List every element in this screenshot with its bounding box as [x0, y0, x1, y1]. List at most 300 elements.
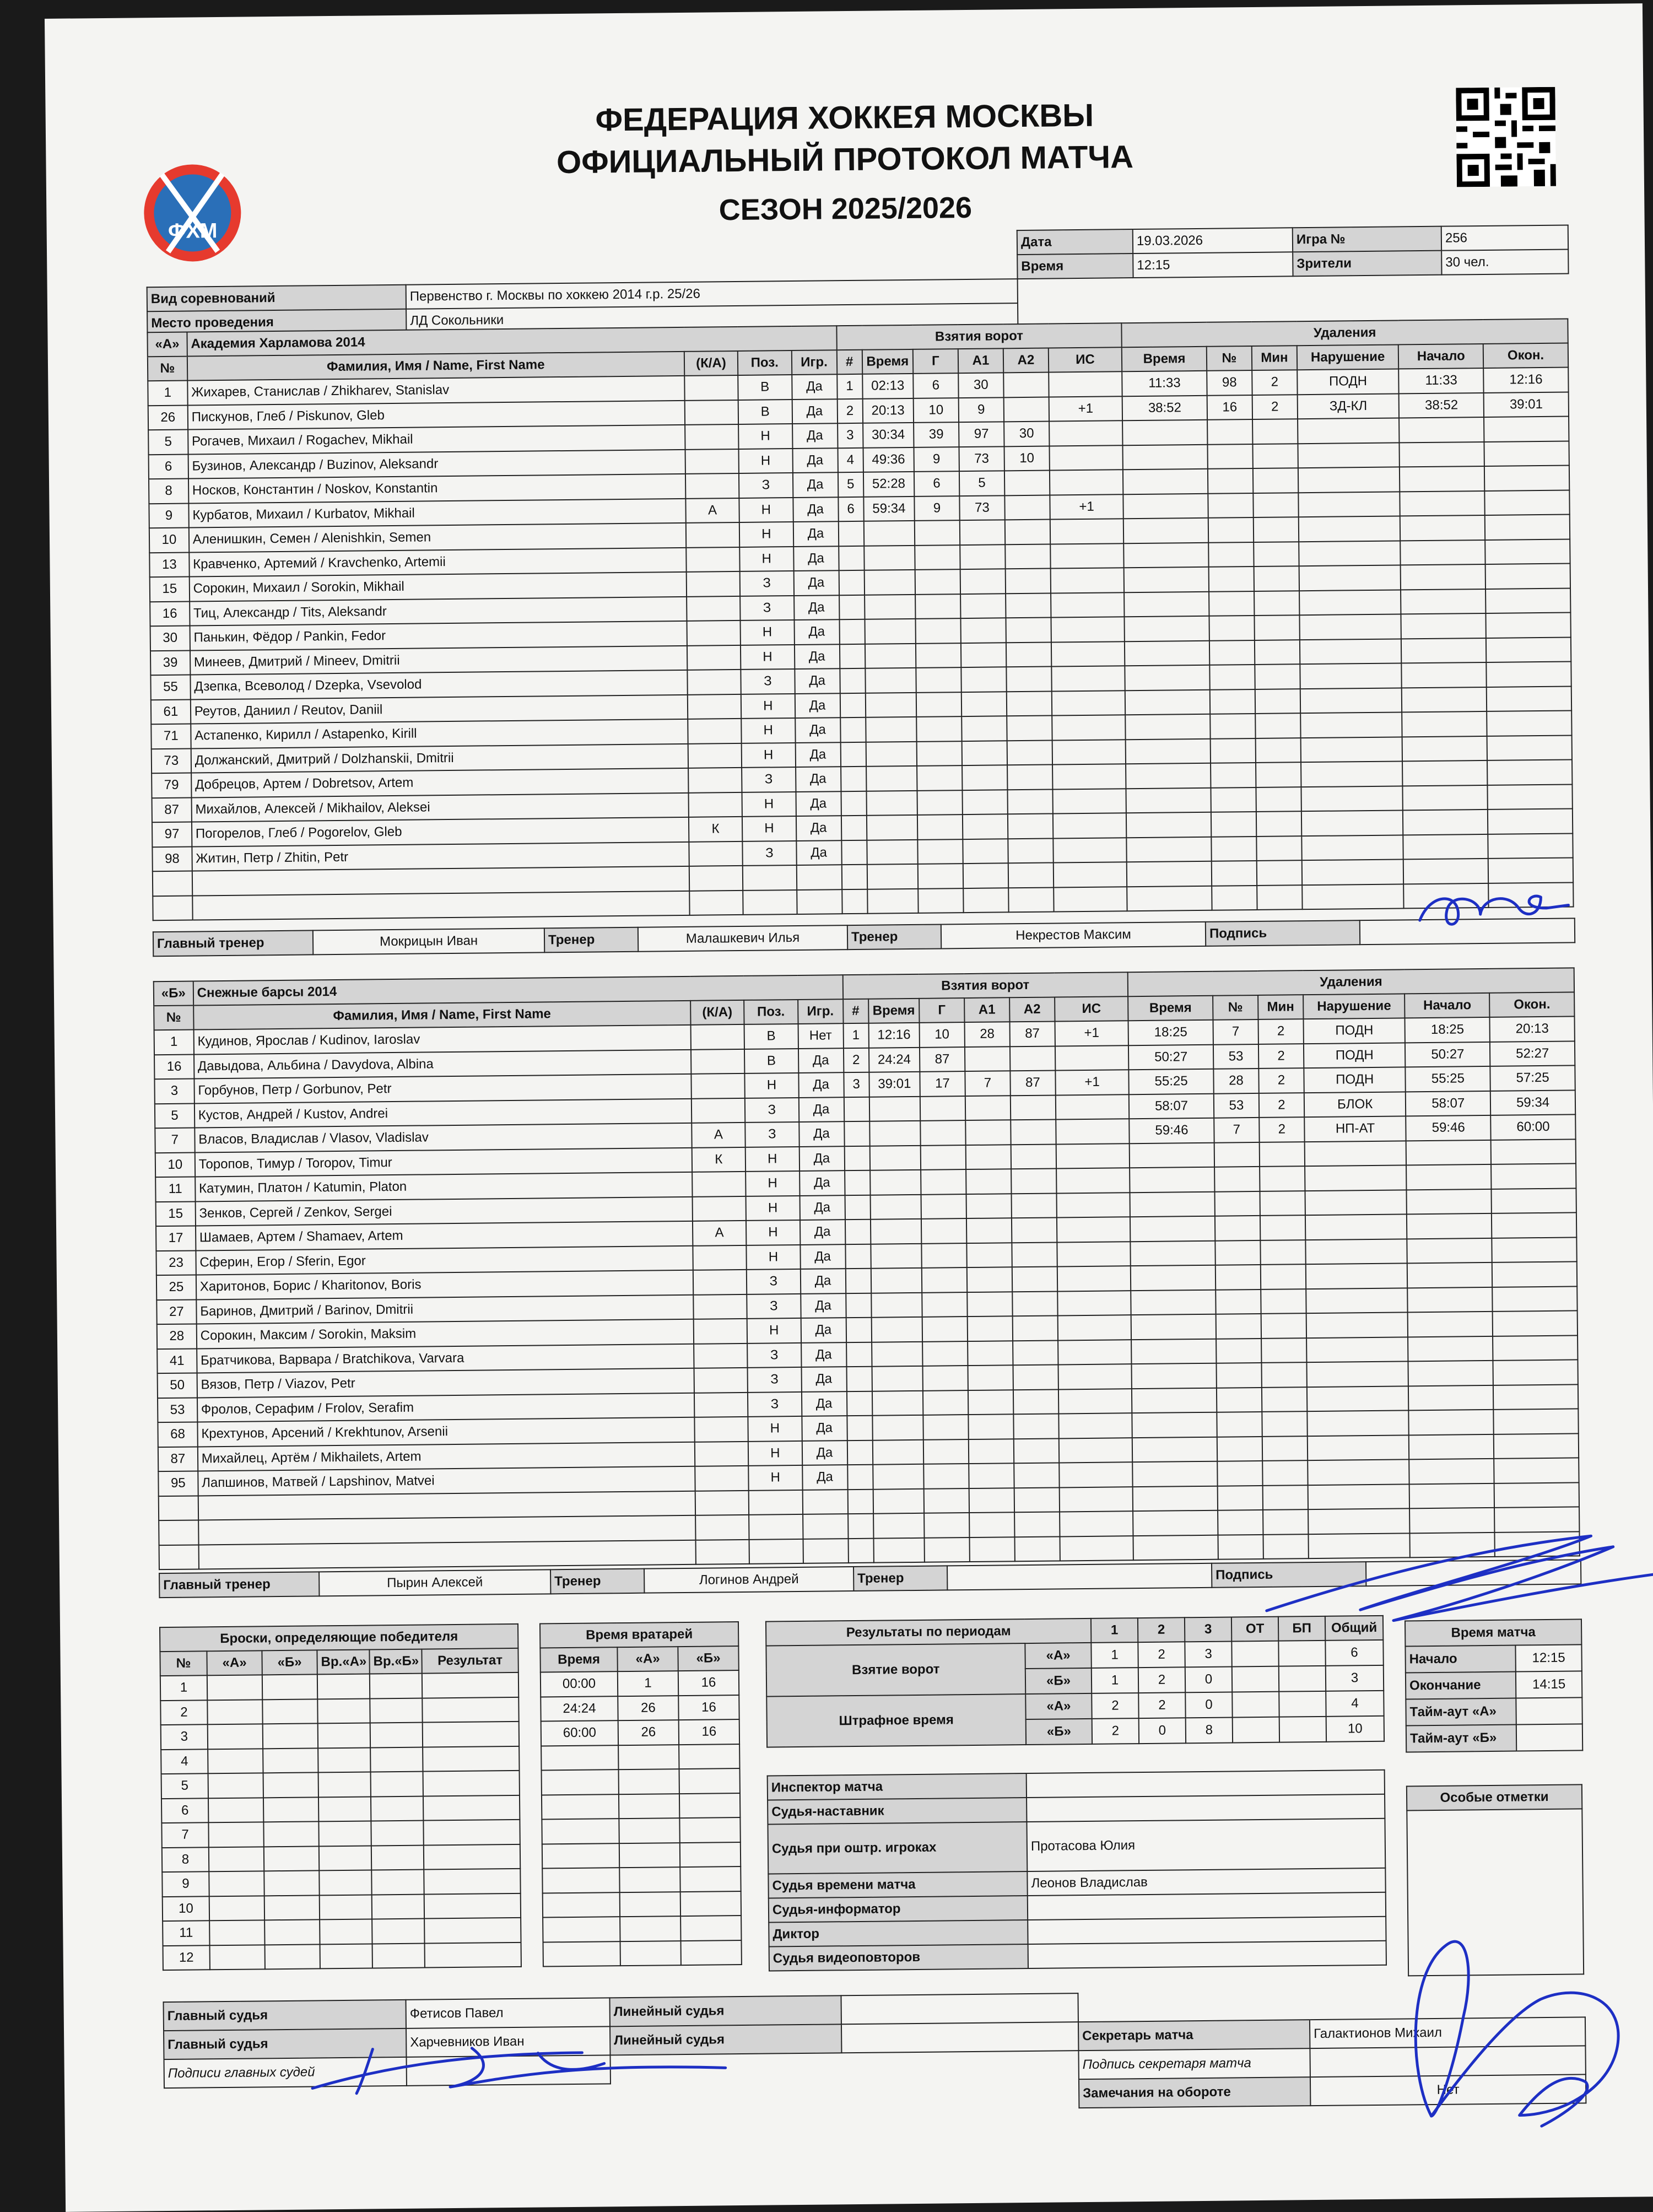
goal-a2	[1003, 373, 1049, 397]
penalty-viol	[1305, 1141, 1407, 1166]
goal-time: 59:34	[863, 496, 915, 521]
match-time-label: Тайм-аут «Б»	[1406, 1725, 1516, 1752]
venue-value: ЛД Сокольники	[406, 303, 1018, 333]
player-role	[695, 1441, 749, 1466]
official-role: Судья времени матча	[768, 1871, 1027, 1898]
line-referee-label-2: Линейный судья	[610, 2024, 841, 2055]
goal-is	[1058, 1389, 1132, 1414]
player-role	[687, 621, 741, 645]
penalty-min	[1262, 1436, 1308, 1461]
player-position: З	[742, 767, 796, 792]
protocol-sheet	[45, 3, 1653, 2212]
goal-is	[1049, 445, 1123, 471]
goal-time	[867, 815, 918, 840]
penalty-min	[1260, 1166, 1305, 1191]
shootout-cell	[209, 1920, 264, 1945]
shootout-cell	[263, 1821, 318, 1846]
shootout-cell	[425, 1942, 521, 1967]
player-position: Н	[745, 1073, 799, 1098]
penalty-time	[1123, 469, 1208, 494]
goal-a2: 87	[1010, 1070, 1055, 1095]
penalty-viol: ЗД-КЛ	[1298, 393, 1400, 419]
player-number: 5	[148, 430, 188, 455]
penalty-min	[1255, 640, 1300, 665]
shootout-row-number: 7	[161, 1822, 208, 1847]
goal-time	[872, 1341, 923, 1366]
penalty-end: 60:00	[1490, 1114, 1575, 1140]
penalty-no	[1211, 836, 1256, 861]
goal-g	[915, 545, 960, 570]
player-position: З	[747, 1293, 801, 1318]
penalty-no	[1218, 1510, 1263, 1535]
player-number: 1	[148, 381, 187, 406]
penalty-viol	[1298, 492, 1400, 517]
special-notes-title: Особые отметки	[1407, 1784, 1582, 1810]
goal-g: 9	[914, 496, 959, 521]
shootout-cell	[265, 1944, 320, 1969]
player-number: 25	[156, 1275, 196, 1299]
goal-is	[1051, 617, 1125, 642]
penalty-time	[1132, 1461, 1217, 1487]
shootout-cell	[371, 1821, 423, 1846]
official-name: Протасова Юлия	[1027, 1819, 1385, 1871]
penalty-end: 39:01	[1484, 392, 1569, 417]
goal-g	[917, 814, 963, 839]
player-name: Кудинов, Ярослав / Kudinov, Iaroslav	[193, 1025, 690, 1054]
period-value: 8	[1186, 1717, 1233, 1743]
player-name: Кравченко, Артемий / Kravchenko, Artemii	[189, 547, 686, 576]
goal-a2	[1011, 1144, 1056, 1169]
goal-time	[871, 1243, 922, 1268]
penalty-time	[1133, 1510, 1218, 1536]
penalty-no	[1218, 1534, 1263, 1559]
penalty-no	[1215, 1240, 1260, 1265]
penalty-no: 7	[1213, 1019, 1258, 1044]
player-played	[796, 865, 841, 889]
goalie-time-cell	[679, 1744, 739, 1769]
shootout-cell	[424, 1918, 521, 1943]
player-name: Должанский, Дмитрий / Dolzhanskii, Dmitrii	[191, 743, 688, 773]
player-played: Да	[792, 423, 838, 448]
penalty-time	[1130, 1191, 1215, 1217]
goal-a1	[967, 1267, 1012, 1292]
period-value	[1233, 1717, 1279, 1743]
player-name: Добрецов, Артем / Dobretsov, Artem	[191, 768, 688, 797]
penalty-no	[1209, 665, 1255, 689]
penalties-header: Удаления	[1122, 319, 1568, 348]
goal-is	[1057, 1266, 1131, 1291]
goal-time	[866, 766, 917, 791]
player-number: 55	[150, 675, 190, 700]
line-referee-1	[841, 1993, 1078, 2024]
player-position: Н	[741, 645, 795, 670]
goal-n	[844, 1121, 870, 1146]
player-played: Да	[793, 570, 839, 595]
goal-time: 39:01	[869, 1072, 920, 1097]
goal-n	[847, 1465, 873, 1490]
goalie-time-cell: 26	[618, 1720, 679, 1745]
penalty-min	[1262, 1387, 1307, 1412]
penalty-end	[1487, 710, 1571, 736]
penalty-end	[1484, 441, 1569, 466]
period-value	[1278, 1641, 1325, 1666]
goal-g	[917, 790, 962, 815]
penalty-min	[1261, 1264, 1306, 1289]
penalty-time	[1123, 542, 1208, 568]
period-value: 1	[1091, 1642, 1138, 1668]
penalty-min	[1254, 517, 1299, 542]
goal-a2	[1012, 1217, 1057, 1242]
signature-box	[1360, 918, 1575, 945]
goalie-time-cell	[619, 1818, 679, 1843]
shootout-cell	[263, 1748, 318, 1773]
player-position: Н	[746, 1195, 800, 1220]
goal-a2	[1007, 765, 1052, 790]
player-played: Да	[798, 1048, 843, 1073]
player-name: Шамаев, Артем / Shamaev, Artem	[196, 1221, 693, 1250]
shootout-cell	[423, 1771, 520, 1796]
shootout-cell	[370, 1674, 422, 1698]
title-season: СЕЗОН 2025/2026	[719, 191, 973, 227]
penalty-end	[1492, 1188, 1576, 1213]
goalie-time-cell	[679, 1768, 740, 1794]
shootout-cell	[207, 1675, 262, 1700]
goal-n: 1	[843, 1023, 869, 1048]
player-played: Нет	[798, 1023, 843, 1048]
period-header: 3	[1185, 1617, 1231, 1642]
secretary-name: Галактионов Михаил	[1310, 2017, 1585, 2048]
shootout-cell	[423, 1795, 520, 1820]
goal-time: 52:28	[863, 472, 915, 497]
goal-is	[1055, 1045, 1129, 1071]
player-number: 23	[156, 1250, 196, 1275]
player-name: Фролов, Серафим / Frolov, Serafim	[197, 1393, 694, 1422]
goal-g	[916, 716, 961, 741]
player-played: Да	[794, 619, 839, 644]
goal-a2	[1007, 789, 1052, 814]
penalty-start	[1403, 810, 1488, 835]
goal-is	[1056, 1193, 1130, 1218]
goal-a2	[1013, 1364, 1058, 1389]
penalty-viol	[1299, 590, 1401, 615]
special-notes-table	[1406, 1784, 1584, 1976]
team-a-coaches-table	[153, 918, 1575, 957]
goal-g	[916, 667, 961, 692]
goal-n	[839, 546, 865, 570]
penalty-time	[1125, 665, 1210, 690]
player-number: 87	[152, 797, 192, 822]
penalty-end	[1493, 1409, 1578, 1434]
goal-a1	[968, 1316, 1013, 1341]
goal-g	[916, 643, 961, 668]
goal-is: +1	[1055, 1070, 1129, 1095]
team-name: Снежные барсы 2014	[193, 975, 842, 1005]
penalty-time	[1123, 444, 1208, 470]
penalty-end	[1492, 1286, 1577, 1312]
team-a-table	[147, 318, 1574, 921]
official-name	[1028, 1892, 1386, 1920]
penalty-time: 58:07	[1129, 1093, 1214, 1119]
shootout-cell	[371, 1772, 423, 1796]
col-header-p-viol: Нарушение	[1303, 994, 1405, 1019]
goalie-time-cell	[619, 1794, 679, 1819]
player-role	[692, 1196, 746, 1221]
penalty-viol	[1308, 1459, 1409, 1485]
col-header-g-a2: А2	[1009, 997, 1055, 1022]
penalty-min	[1253, 493, 1298, 517]
goal-time: 12:16	[868, 1023, 920, 1048]
col-header-no: №	[148, 357, 187, 381]
penalty-viol	[1306, 1361, 1408, 1386]
official-name	[1028, 1917, 1386, 1944]
player-role	[684, 375, 738, 400]
penalty-end	[1486, 661, 1571, 687]
penalty-min	[1252, 444, 1298, 468]
penalty-min	[1256, 738, 1301, 763]
player-name: Баринов, Дмитрий / Barinov, Dmitrii	[196, 1294, 693, 1324]
player-position: З	[741, 669, 795, 694]
shootout-header: «Б»	[262, 1650, 317, 1675]
player-name: Вязов, Петр / Viazov, Petr	[197, 1368, 694, 1398]
player-name: Братчикова, Варвара / Bratchikova, Varvara	[197, 1344, 694, 1373]
penalty-time	[1131, 1314, 1216, 1340]
penalty-time	[1127, 861, 1212, 887]
shootout-cell	[422, 1697, 518, 1722]
penalty-no	[1208, 493, 1253, 517]
goal-a1	[966, 1243, 1012, 1267]
col-header-g-g: Г	[913, 349, 958, 374]
period-value	[1231, 1641, 1278, 1667]
penalty-viol	[1300, 688, 1402, 713]
penalty-time: 11:33	[1122, 371, 1207, 396]
penalty-min	[1257, 885, 1302, 910]
player-position: В	[738, 375, 792, 400]
player-position: Н	[739, 498, 793, 522]
penalty-viol: БЛОК	[1304, 1092, 1406, 1117]
remarks-label: Замечания на обороте	[1079, 2077, 1310, 2108]
penalty-start	[1407, 1213, 1492, 1239]
goalie-time-cell	[542, 1769, 619, 1795]
player-name: Панькин, Фёдор / Pankin, Fedor	[190, 621, 687, 650]
player-number: 53	[158, 1398, 197, 1422]
goal-is	[1057, 1242, 1131, 1267]
signature-label: Подпись	[1206, 920, 1360, 946]
penalty-time	[1131, 1265, 1216, 1291]
team-b-table	[153, 967, 1580, 1570]
goal-g	[915, 594, 960, 619]
coach-name-1: Логинов Андрей	[644, 1567, 853, 1593]
player-role	[688, 768, 742, 792]
penalty-viol	[1308, 1484, 1410, 1509]
goalie-time-cell: 60:00	[541, 1720, 618, 1746]
goal-g	[917, 741, 962, 766]
player-position: Н	[746, 1146, 800, 1171]
goal-a2	[1004, 397, 1049, 422]
goal-g	[922, 1267, 967, 1292]
player-played: Да	[801, 1367, 846, 1391]
venue-label: Место проведения	[147, 309, 406, 336]
coach-label: Тренер	[847, 924, 941, 949]
penalty-end	[1494, 1507, 1579, 1532]
goal-n	[844, 1146, 870, 1170]
penalty-min	[1256, 811, 1301, 836]
player-played: Да	[802, 1441, 847, 1465]
shootout-title: Броски, определяющие победителя	[160, 1624, 518, 1652]
goal-a1	[969, 1488, 1014, 1513]
official-role: Инспектор матча	[768, 1773, 1027, 1800]
penalty-end: 20:13	[1490, 1016, 1575, 1042]
penalty-min	[1254, 591, 1299, 616]
col-header-p-end: Окон.	[1483, 343, 1568, 368]
penalty-start	[1408, 1361, 1493, 1386]
penalty-viol	[1306, 1337, 1408, 1362]
penalty-no: 53	[1213, 1044, 1258, 1069]
player-name: Крехтунов, Арсений / Krekhtunov, Arsenii	[197, 1417, 694, 1447]
shootout-cell	[262, 1699, 317, 1724]
player-position: З	[747, 1269, 801, 1294]
refs-gap	[610, 2051, 1078, 2084]
goalie-time-cell	[619, 1867, 680, 1892]
player-played: Да	[796, 791, 841, 816]
penalty-end	[1493, 1359, 1578, 1385]
player-role	[689, 890, 743, 915]
player-number: 87	[158, 1447, 198, 1471]
col-header-g-a2: А2	[1003, 348, 1049, 373]
penalty-min	[1260, 1215, 1305, 1240]
penalty-end	[1485, 514, 1570, 539]
goalie-time-cell	[679, 1817, 740, 1843]
goal-a2	[1008, 887, 1054, 912]
penalty-end	[1492, 1261, 1577, 1287]
penalty-end	[1494, 1482, 1579, 1508]
goal-time	[869, 1145, 921, 1170]
col-header-pos: Поз.	[738, 350, 792, 375]
player-name: Катумин, Платон / Katumin, Platon	[195, 1172, 692, 1201]
period-value	[1232, 1692, 1279, 1718]
player-role	[687, 645, 741, 670]
player-role	[688, 792, 742, 817]
goal-a2	[1006, 667, 1051, 692]
goalie-time-cell	[619, 1843, 680, 1868]
penalty-viol: ПОДН	[1297, 369, 1399, 394]
player-role	[684, 400, 738, 424]
signature-box	[1366, 1560, 1581, 1586]
player-position: З	[745, 1097, 799, 1122]
penalties-header: Удаления	[1128, 968, 1574, 996]
line-referee-2	[841, 2022, 1078, 2053]
penalty-start	[1401, 564, 1485, 590]
goal-g	[923, 1439, 969, 1464]
title-protocol: ОФИЦИАЛЬНЫЙ ПРОТОКОЛ МАТЧА	[556, 139, 1134, 181]
goal-n: 3	[838, 423, 863, 448]
goal-g	[922, 1317, 968, 1341]
goal-a1: 7	[965, 1071, 1010, 1096]
goal-time	[871, 1219, 922, 1244]
goal-a2	[1006, 618, 1051, 643]
penalty-no: 28	[1213, 1069, 1258, 1093]
player-position	[749, 1539, 803, 1563]
player-role	[693, 1294, 747, 1319]
goal-n	[839, 619, 865, 644]
player-number: 15	[150, 577, 190, 602]
player-role: К	[692, 1147, 746, 1172]
player-name: Погорелов, Глеб / Pogorelov, Gleb	[192, 817, 689, 846]
penalty-viol: ПОДН	[1303, 1018, 1405, 1043]
goal-n: 2	[837, 398, 863, 423]
period-header: ОТ	[1231, 1617, 1278, 1642]
penalty-no	[1215, 1216, 1260, 1240]
penalty-min	[1256, 762, 1301, 787]
player-number	[159, 1496, 198, 1520]
goal-time: 49:36	[863, 447, 914, 472]
shootout-cell	[424, 1893, 521, 1918]
official-role: Судья видеоповторов	[769, 1944, 1028, 1971]
coach-label: Тренер	[550, 1569, 644, 1594]
goal-a1	[966, 1218, 1012, 1243]
col-header-ka: (К/А)	[690, 1000, 744, 1025]
player-played: Да	[795, 742, 840, 767]
penalty-time	[1124, 567, 1209, 592]
goal-g	[921, 1243, 966, 1268]
penalty-end	[1492, 1212, 1576, 1238]
goal-a2	[1010, 1046, 1055, 1071]
penalty-viol	[1307, 1410, 1409, 1436]
player-role	[685, 424, 739, 449]
match-time-title: Время матча	[1405, 1619, 1581, 1646]
penalty-no	[1211, 763, 1256, 787]
player-played: Да	[794, 595, 839, 620]
period-value: 10	[1326, 1716, 1384, 1742]
penalty-end	[1495, 1531, 1580, 1557]
penalty-time: 18:25	[1128, 1020, 1213, 1045]
player-name: Жихарев, Станислав / Zhikharev, Stanislav	[187, 376, 684, 405]
player-position: Н	[741, 620, 795, 645]
col-header-p-time: Время	[1122, 347, 1207, 371]
goal-g: 10	[914, 398, 959, 423]
penalty-min: 2	[1258, 1019, 1303, 1044]
player-role: А	[685, 498, 739, 522]
penalty-viol	[1307, 1386, 1409, 1411]
penalty-end	[1486, 637, 1571, 662]
player-played	[803, 1514, 848, 1539]
coach-name-2: Некрестов Максим	[941, 922, 1206, 949]
match-time-label: Тайм-аут «А»	[1406, 1698, 1516, 1726]
goal-is	[1058, 1340, 1132, 1365]
col-header-g-is: ИС	[1055, 996, 1128, 1021]
col-header-p-min: Мин	[1252, 346, 1297, 370]
goal-a1	[968, 1414, 1013, 1439]
goal-a2	[1011, 1095, 1056, 1120]
goal-a1: 30	[958, 373, 1003, 397]
goal-a1	[963, 863, 1008, 888]
penalty-start	[1402, 687, 1487, 712]
goal-is	[1058, 1364, 1132, 1389]
player-role	[694, 1343, 748, 1368]
penalty-min	[1262, 1460, 1308, 1485]
goal-is	[1051, 641, 1125, 667]
penalty-time	[1123, 493, 1208, 519]
penalty-time	[1132, 1437, 1217, 1462]
player-position: З	[748, 1367, 802, 1392]
player-played: Да	[796, 816, 841, 840]
player-name: Сферин, Егор / Sferin, Egor	[196, 1245, 693, 1275]
player-role	[688, 719, 742, 743]
goal-is	[1056, 1143, 1130, 1169]
player-role	[689, 866, 743, 891]
player-role	[695, 1490, 749, 1515]
period-value: 2	[1092, 1693, 1138, 1719]
goal-g	[915, 569, 960, 594]
